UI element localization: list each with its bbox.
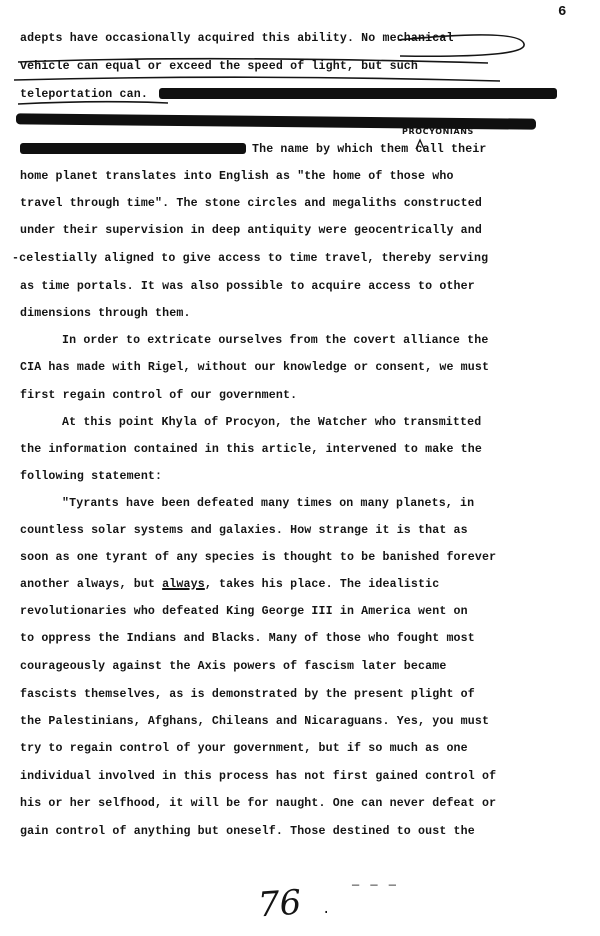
text-line-16: following statement: bbox=[20, 470, 163, 483]
text-line-19: soon as one tyrant of any species is thought to be banished forever bbox=[20, 551, 497, 564]
line-text-underlined: No mechanical bbox=[361, 32, 454, 45]
footer-dashes: — — — bbox=[352, 878, 399, 892]
text-line-25: the Palestinians, Afghans, Chileans and Nicaraguans. Yes, you must bbox=[20, 715, 490, 728]
text-line-12: CIA has made with Rigel, without our knowledge or consent, we must bbox=[20, 361, 490, 374]
line-text: teleportation can. bbox=[20, 88, 148, 101]
text-line-6: travel through time". The stone circles and megaliths constructed bbox=[20, 197, 482, 210]
line-text: The name by which them call their bbox=[252, 143, 487, 156]
text-line-24: fascists themselves, as is demonstrated by the present plight of bbox=[20, 688, 475, 701]
text-line-18: countless solar systems and galaxies. How strange it is that as bbox=[20, 524, 468, 537]
text-line-8: -celestially aligned to give access to time travel, thereby serving bbox=[12, 252, 489, 265]
text-line-11: In order to extricate ourselves from the covert alliance the bbox=[62, 334, 489, 347]
text-line-10: dimensions through them. bbox=[20, 307, 191, 320]
text-line-29: gain control of anything but oneself. Those destined to oust the bbox=[20, 825, 475, 838]
text-line-22: to oppress the Indians and Blacks. Many of those who fought most bbox=[20, 632, 475, 645]
redaction-bar bbox=[159, 88, 557, 99]
underlined-word: always bbox=[162, 578, 205, 591]
text-line-15: the information contained in this article, intervened to make the bbox=[20, 443, 482, 456]
text-line-17: "Tyrants have been defeated many times on many planets, in bbox=[62, 497, 475, 510]
text-line-20 bbox=[20, 578, 439, 592]
text-line-3 bbox=[20, 88, 557, 102]
text-line-4 bbox=[20, 143, 487, 157]
text-line-1 bbox=[20, 32, 454, 46]
text-line-23: courageously against the Axis powers of fascism later became bbox=[20, 660, 447, 673]
line-text: adepts have occasionally acquired this ability. bbox=[20, 32, 355, 45]
text-line-27: individual involved in this process has not first gained control of bbox=[20, 770, 497, 783]
redaction-bar bbox=[20, 143, 246, 154]
footer-dot: . bbox=[322, 902, 331, 918]
text-line-28: his or her selfhood, it will be for naught. One can never defeat or bbox=[20, 797, 497, 810]
line-text: , takes his place. The idealistic bbox=[204, 578, 440, 591]
line-text: another always, but bbox=[20, 578, 156, 591]
text-line-9: as time portals. It was also possible to acquire access to other bbox=[20, 280, 475, 293]
text-line-21: revolutionaries who defeated King George III in America went on bbox=[20, 605, 468, 618]
text-line-13: first regain control of our government. bbox=[20, 389, 298, 402]
text-line-2: vehicle can equal or exceed the speed of light, but such bbox=[20, 60, 419, 73]
handwritten-annotation: PROCYONIANS bbox=[402, 127, 474, 136]
text-line-7: under their supervision in deep antiquity were geocentrically and bbox=[20, 224, 482, 237]
text-line-14: At this point Khyla of Procyon, the Watcher who transmitted bbox=[62, 416, 482, 429]
text-line-26: try to regain control of your government, but if so much as one bbox=[20, 742, 468, 755]
page-number: 6 bbox=[558, 4, 567, 20]
text-line-5: home planet translates into English as "the home of those who bbox=[20, 170, 454, 183]
handwritten-page-number: 76 bbox=[256, 882, 303, 926]
